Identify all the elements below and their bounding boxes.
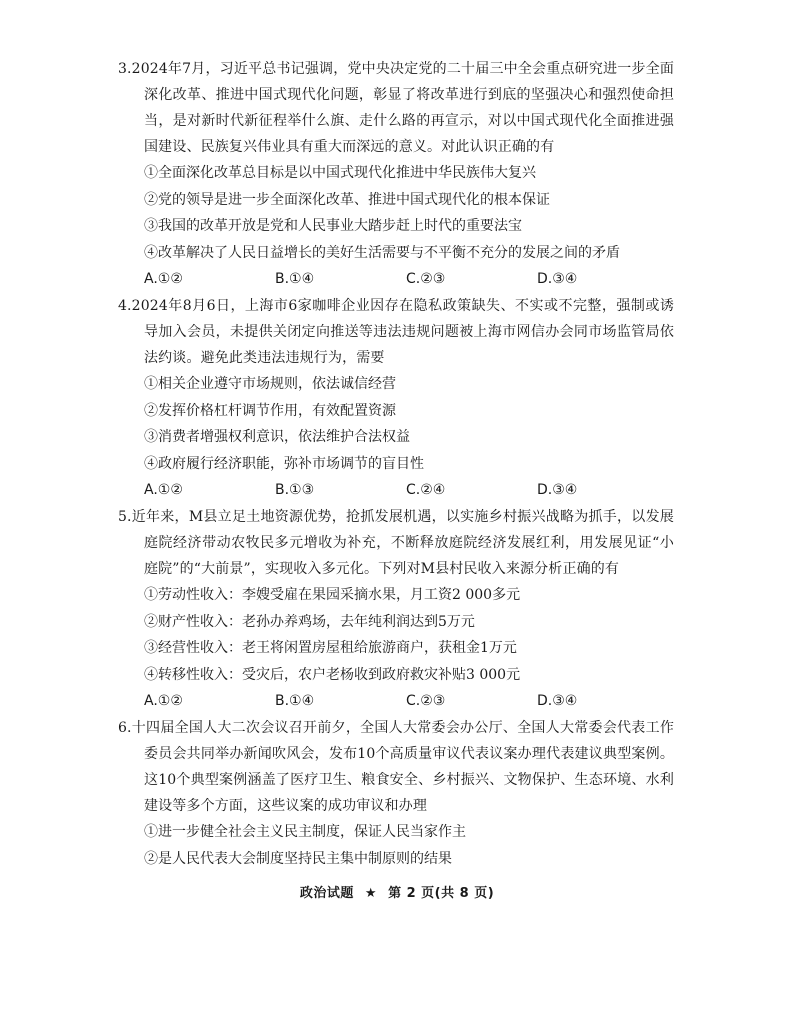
statement-item: ③我国的改革开放是党和人民事业大踏步赶上时代的重要法宝 [144, 218, 522, 234]
question-stem: 6.十四届全国人大二次会议召开前夕，全国人大常委会办公厅、全国人大常委会代表工作委员会共同举办新闻吹风会，发布10个高质量审议代表议案办理代表建议典型案例。这10个典型案例涵盖了医疗卫生、粮食安全、乡村振兴、文物保护、生态环境、水利建设等多个方面，这些议案的成功审议和办理 [118, 720, 674, 814]
question-4 [118, 293, 674, 504]
question-5 [118, 504, 674, 715]
answer-choices [144, 477, 674, 504]
subject-label: 政治试题 [299, 886, 354, 901]
question-stem: 5.近年来，M县立足土地资源优势，抢抓发展机遇，以实施乡村振兴战略为抓手，以发展庭院经济带动农牧民多元增收为补充，不断释放庭院经济发展红利，用发展见证“小庭院”的“大前景”，实现收入多元化。下列对M县村民收入来源分析正确的有 [118, 509, 674, 577]
choice-b[interactable]: B.①④ [275, 271, 315, 287]
statement-item: ③经营性收入：老王将闲置房屋租给旅游商户，获租金1万元 [144, 640, 517, 656]
statement-item: ②财产性收入：老孙办养鸡场，去年纯利润达到5万元 [144, 613, 475, 630]
question-6 [118, 715, 674, 872]
question-stem: 4.2024年8月6日，上海市6家咖啡企业因存在隐私政策缺失、不实或不完整，强制或诱导加入会员，未提供关闭定向推送等违法违规问题被上海市网信办会同市场监管局依法约谈。避免此类违法违规行为，需要 [118, 298, 674, 366]
choice-c[interactable]: C.②③ [406, 693, 446, 709]
choice-b[interactable]: B.①④ [275, 693, 315, 709]
choice-b[interactable]: B.①③ [275, 482, 315, 498]
statement-item: ①进一步健全社会主义民主制度，保证人民当家作主 [144, 824, 466, 840]
question-stem: 3.2024年7月，习近平总书记强调，党中央决定党的二十届三中全会重点研究进一步全面深化改革、推进中国式现代化问题，彰显了将改革进行到底的坚强决心和强烈使命担当，是对新时代新征程举什么旗、走什么路的再宣示，对以中国式现代化全面推进强国建设、民族复兴伟业具有重大而深远的意义。对此认识正确的有 [118, 61, 674, 155]
statement-item: ④政府履行经济职能，弥补市场调节的盲目性 [144, 455, 424, 472]
statement-item: ①劳动性收入：李嫂受雇在果园采摘水果，月工资2 000多元 [144, 587, 521, 603]
question-list [118, 56, 674, 872]
statement-item: ②党的领导是进一步全面深化改革、推进中国式现代化的根本保证 [144, 191, 550, 208]
question-3 [118, 56, 674, 293]
choice-a[interactable]: A.①② [144, 271, 183, 287]
star-icon: ★ [364, 886, 378, 901]
choice-c[interactable]: C.②③ [406, 271, 446, 287]
choice-a[interactable]: A.①② [144, 693, 183, 709]
choice-a[interactable]: A.①② [144, 482, 183, 498]
answer-choices [144, 688, 674, 715]
page-number: 第 2 页(共 8 页) [388, 886, 495, 901]
statement-item: ②发挥价格杠杆调节作用，有效配置资源 [144, 402, 396, 419]
statement-item: ②是人民代表大会制度坚持民主集中制原则的结果 [144, 850, 452, 867]
answer-choices [144, 266, 674, 293]
statement-item: ①相关企业遵守市场规则，依法诚信经营 [144, 376, 396, 392]
choice-d[interactable]: D.③④ [537, 271, 578, 287]
statement-item: ④转移性收入：受灾后，农户老杨收到政府救灾补贴3 000元 [144, 666, 521, 683]
statement-item: ①全面深化改革总目标是以中国式现代化推进中华民族伟大复兴 [144, 165, 536, 181]
choice-d[interactable]: D.③④ [537, 693, 578, 709]
statement-item: ④改革解决了人民日益增长的美好生活需要与不平衡不充分的发展之间的矛盾 [144, 244, 620, 261]
statement-item: ③消费者增强权利意识，依法维护合法权益 [144, 429, 410, 445]
choice-d[interactable]: D.③④ [537, 482, 578, 498]
choice-c[interactable]: C.②④ [406, 482, 446, 498]
page-footer [0, 882, 794, 901]
